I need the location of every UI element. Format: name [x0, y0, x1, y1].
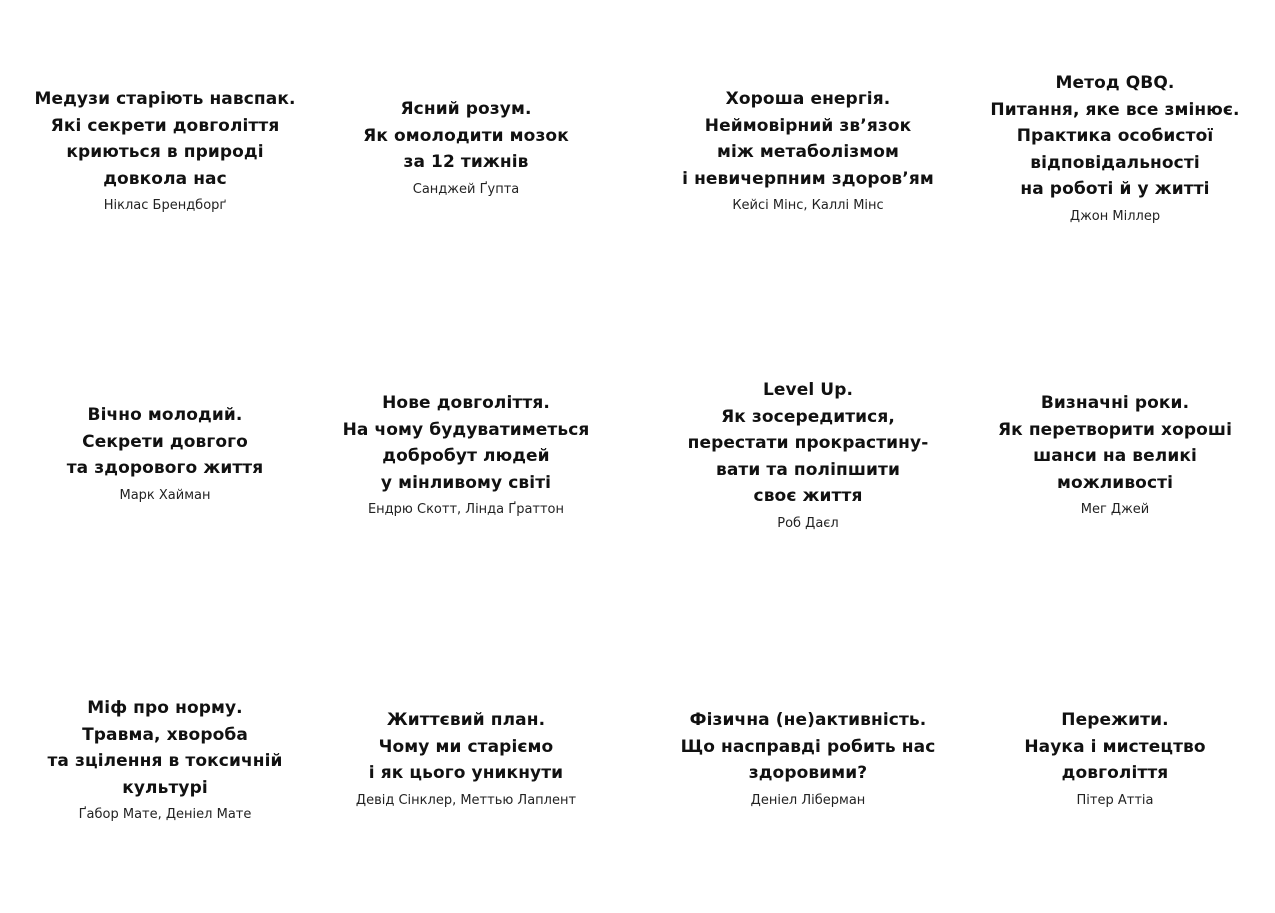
book-title: Level Up. Як зосередитися, перестати прокрастину- вати та поліпшити своє життя	[687, 380, 929, 506]
book-title: Визначні роки. Як перетворити хороші шанси на великі можливості	[997, 393, 1233, 493]
book-entry	[663, 377, 953, 534]
book-author: Кейсі Мінс, Каллі Мінс	[732, 198, 884, 213]
book-entry	[663, 707, 953, 811]
book-entry	[970, 390, 1260, 520]
book-title: Пережити. Наука і мистецтво довголіття	[1024, 710, 1206, 783]
book-author: Деніел Ліберман	[750, 792, 866, 808]
book-title: Життєвий план. Чому ми старіємо і як цього уникнути	[368, 710, 564, 783]
book-entry	[321, 96, 611, 200]
book-author: Пітер Аттіа	[1076, 792, 1154, 808]
book-author: Мег Джей	[1080, 502, 1150, 517]
book-entry	[663, 86, 953, 216]
book-title: Хороша енергія. Неймовірний зв’язок між метаболізмом і невичерпним здоров’ям	[682, 89, 934, 189]
book-entry	[20, 402, 310, 506]
book-author: Роб Даєл	[777, 515, 839, 531]
book-author: Ендрю Скотт, Лінда Ґраттон	[367, 502, 565, 517]
book-title: Медузи старіють навспак. Які секрети довголіття криються в природі довкола нас	[34, 89, 296, 189]
book-entry	[20, 86, 310, 216]
book-entry	[970, 707, 1260, 811]
book-title: Фізична (не)активність. Що насправді робить нас здоровими?	[680, 710, 936, 783]
book-author: Ґабор Мате, Деніел Мате	[78, 807, 252, 822]
book-title: Міф про норму. Травма, хвороба та зцілення в токсичній культурі	[47, 698, 283, 798]
book-title: Метод QBQ. Питання, яке все змінює. Практика особистої відповідальності на роботі й у житті	[990, 73, 1240, 199]
book-author: Девід Сінклер, Меттью Лаплент	[355, 792, 577, 808]
book-title: Вічно молодий. Секрети довгого та здорового життя	[66, 405, 264, 478]
book-entry	[321, 390, 611, 520]
book-title: Нове довголіття. На чому будуватиметься добробут людей у мінливому світі	[342, 393, 590, 493]
book-entry	[970, 70, 1260, 227]
book-author: Джон Міллер	[1069, 208, 1161, 224]
book-author: Санджей Ґупта	[412, 181, 520, 197]
book-entry	[321, 707, 611, 811]
book-author: Ніклас Брендборґ	[103, 198, 227, 213]
book-title: Ясний розум. Як омолодити мозок за 12 тижнів	[363, 99, 569, 172]
book-author: Марк Хайман	[119, 487, 211, 503]
book-entry	[20, 695, 310, 825]
